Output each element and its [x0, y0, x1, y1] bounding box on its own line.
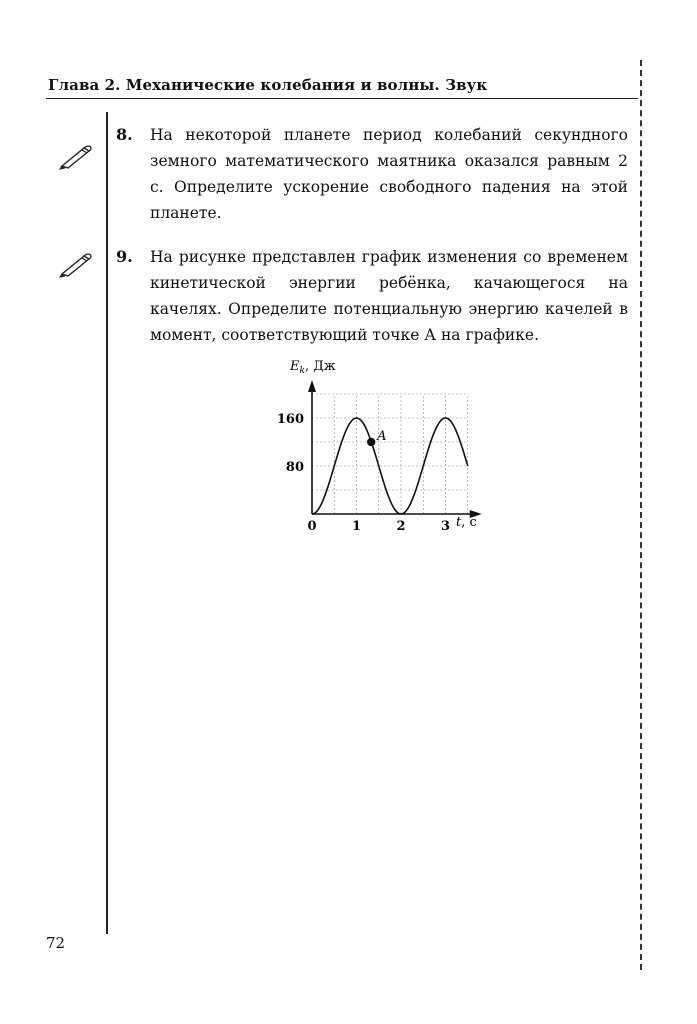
- task-text: На некоторой планете период колебаний секундного земного математического маятника оказался равным 2 с. Определите ускорение свободного падения на этой планете.: [150, 126, 628, 222]
- x-axis-unit: , с: [461, 515, 477, 530]
- header-divider: [46, 98, 638, 99]
- point-a: [367, 438, 375, 446]
- x-axis-symbol: t: [456, 515, 462, 530]
- y-axis-label: [289, 359, 336, 376]
- y-axis-unit: , Дж: [304, 359, 336, 374]
- x-tick-label: 1: [351, 519, 362, 534]
- x-tick-label: 2: [396, 519, 406, 534]
- y-axis-subscript: k: [299, 366, 305, 376]
- y-axis-symbol: E: [290, 359, 300, 374]
- pen-icon: [58, 250, 94, 278]
- x-axis-label: [456, 515, 477, 530]
- x-ticks: [307, 519, 450, 534]
- x-tick-label: 0: [307, 519, 317, 534]
- task-number: 8.: [116, 125, 133, 144]
- energy-chart: [268, 356, 488, 536]
- y-tick-label: 80: [285, 460, 304, 475]
- margin-rule: [106, 112, 108, 934]
- point-a-label: A: [377, 429, 387, 444]
- task-text: На рисунке представлен график изменения со временем кинетической энергии ребёнка, качающегося на качелях. Определите потенциальную энергию качелей в момент, соответствующий точке А на графике.: [150, 248, 628, 344]
- y-ticks: [277, 412, 304, 475]
- y-axis-arrow: [308, 380, 316, 392]
- cut-line: [640, 60, 642, 970]
- pen-icon: [58, 142, 94, 170]
- task-number: 9.: [116, 247, 133, 266]
- y-tick-label: 160: [276, 412, 304, 427]
- page-number: 72: [46, 934, 66, 952]
- chart-grid: [312, 394, 468, 514]
- x-tick-label: 3: [440, 519, 451, 534]
- chapter-header: Глава 2. Механические колебания и волны. Звук: [48, 76, 488, 94]
